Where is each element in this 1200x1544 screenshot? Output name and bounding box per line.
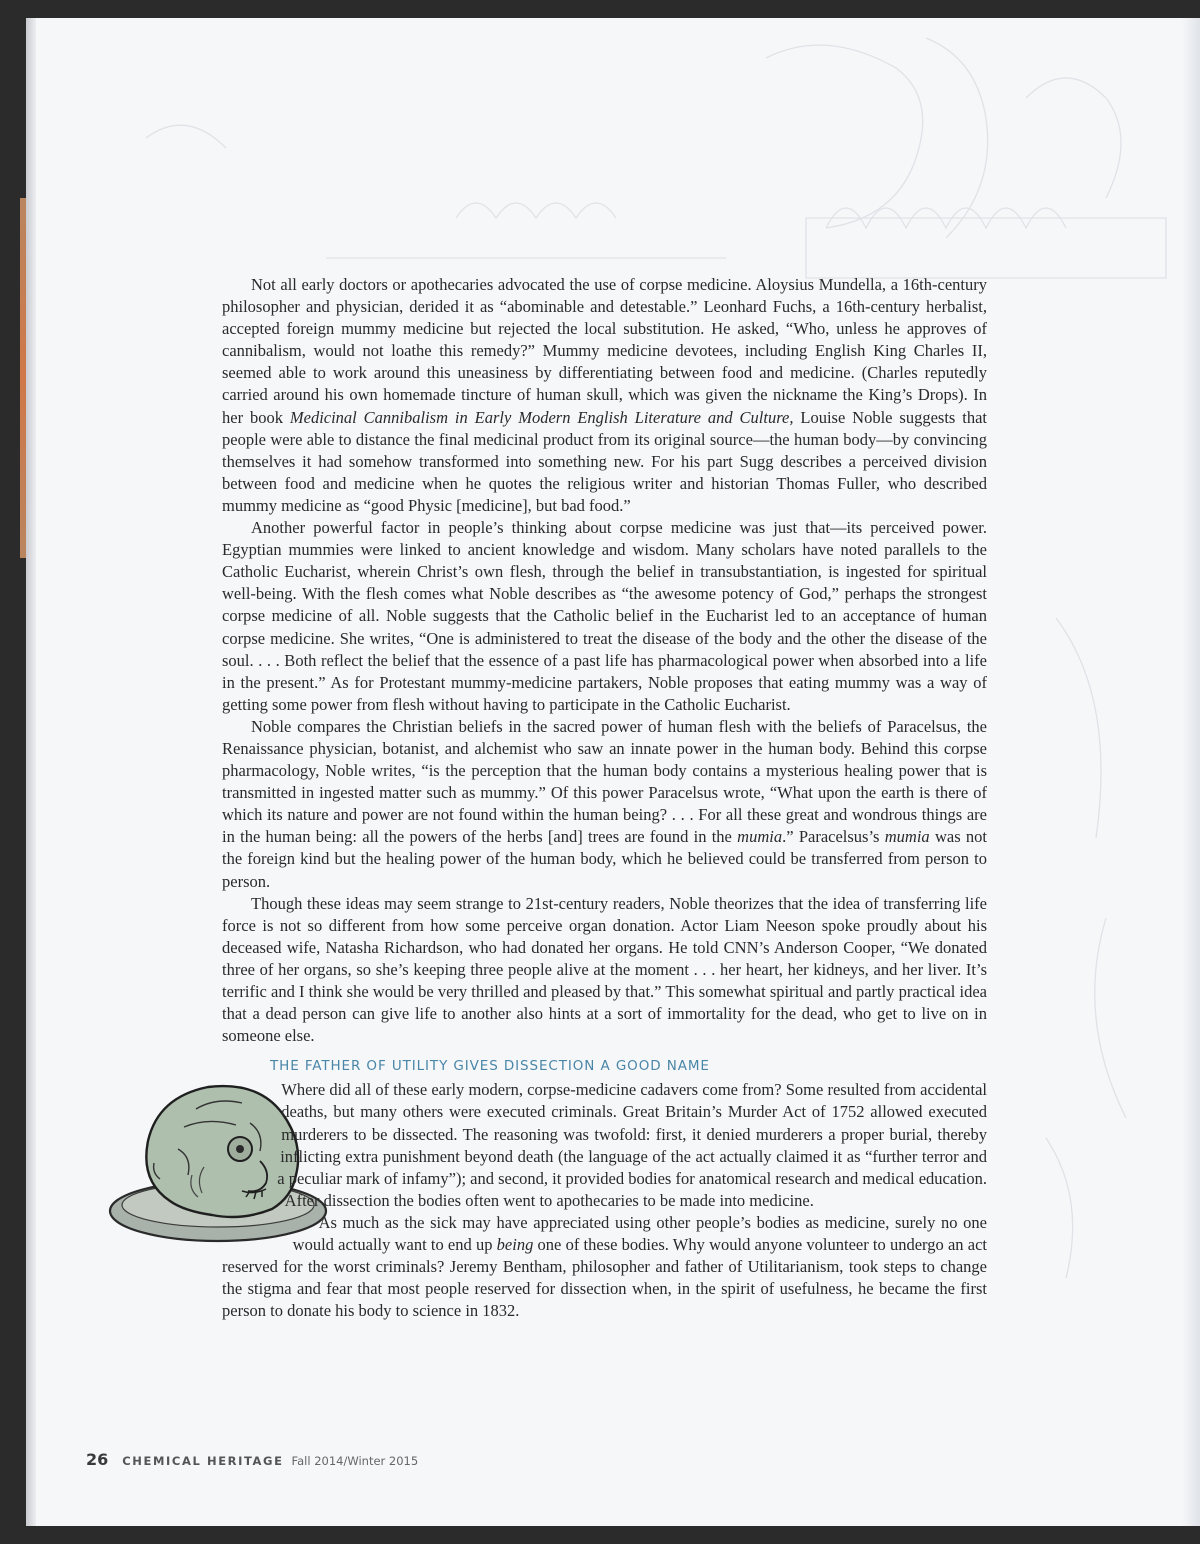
italic-text: Medicinal Cannibalism in Early Modern English Literature and Culture, (289, 407, 794, 427)
italic-text: mumia (884, 827, 930, 847)
page-footer (86, 1450, 418, 1469)
issue-date: Fall 2014/Winter 2015 (291, 1454, 419, 1468)
text-run: .” Paracelsus’s (782, 827, 885, 847)
article-paragraphs-before (222, 274, 987, 1047)
article-body (222, 274, 987, 1322)
text-run: Not all early doctors or apothecaries advocated the use of corpse medicine. Aloysius Mundella, a 16th-century philosopher and physician, derided it as “abominable and detestable.” Leonhard Fuchs, a 16th-century herbalist, accepted foreign mummy medicine but rejected the local substitution. He asked, “Who, unless he approves of cannibalism, would not loathe this remedy?” Mummy medicine devotees, including English King Charles II, seemed able to work around this uneasiness by differentiating between food and medicine. (Charles reputedly carried around his own homemade tincture of human skull, which was given the nickname the King’s Drops). In her book (222, 275, 987, 427)
magazine-name: CHEMICAL HERITAGE (122, 1454, 284, 1468)
section-block (222, 1055, 987, 1322)
magazine-page (26, 18, 1200, 1526)
text-run: one of these bodies. Why would anyone volunteer to undergo an act reserved for the worst criminals? Jeremy Bentham, philosopher and father of Utilitarianism, took steps to change the stigma and fear that most people reserved for dissection when, in the spirit of usefulness, he became the first person to donate his body to science in 1832. (222, 1235, 987, 1321)
section-heading: THE FATHER OF UTILITY GIVES DISSECTION A GOOD NAME (270, 1058, 710, 1075)
text-run: Though these ideas may seem strange to 21st-century readers, Noble theorizes that the idea of transferring life force is not so different from how some perceive organ donation. Actor Liam Neeson spoke proudly about his deceased wife, Natasha Richardson, who had donated her organs. He told CNN’s Anderson Cooper, “We donated three of her organs, so she’s keeping three people alive at the moment . . . her heart, her kidneys, and her liver. It’s terrific and I think she would be very thrilled and pleased by that.” This somewhat spiritual and partly practical idea that a dead person can give life to another also hints at a sort of immortality for the dead, who get to live on in someone else. (222, 893, 987, 1046)
text-run: Where did all of these early modern, corpse-medicine cadavers come from? Some resulted from accidental deaths, but many others were executed criminals. Great Britain’s Murder Act of 1752 allowed executed murderers to be dissected. The reasoning was twofold: first, it denied murderers a proper burial, thereby inflicting extra punishment beyond death (the language of the act actually claimed it as “further terror and a peculiar mark of infamy”); and second, it provided bodies for anatomical research and medical education. After dissection the bodies often went to apothecaries to be made into medicine. (277, 1080, 987, 1210)
text-run: As much as the sick may have appreciated using other people’s bodies as medicine, surely no one would actually want to end up (292, 1212, 987, 1255)
article-paragraph (222, 1212, 987, 1322)
article-paragraph (222, 1079, 987, 1212)
text-run: was not the foreign kind but the healing power of the human body, which he believed could be transferred from person to person. (222, 827, 987, 891)
page-spine-shadow (26, 18, 36, 1526)
article-paragraphs-after (222, 1079, 987, 1322)
article-paragraph (222, 517, 987, 716)
article-paragraph (222, 893, 987, 1048)
article-paragraph (222, 274, 987, 517)
page-edge-shadow (1182, 18, 1200, 1526)
cover-edge-accent (20, 198, 26, 558)
article-paragraph (222, 716, 987, 893)
text-run: Louise Noble suggests that people were able to distance the final medicinal product from its original source—the human body—by convincing themselves it had somehow transformed into something new. For his part Sugg describes a perceived division between food and medicine when he quotes the religious writer and historian Thomas Fuller, who described mummy medicine as “good Physic [medicine], but bad food.” (222, 407, 987, 515)
text-run: Another powerful factor in people’s thinking about corpse medicine was just that—its perceived power. Egyptian mummies were linked to ancient knowledge and wisdom. Many scholars have noted parallels to the Catholic Eucharist, wherein Christ’s own flesh, through the belief in transubstantiation, is ingested for spiritual well-being. With the flesh comes what Noble describes as “the awesome potency of God,” perhaps the strongest corpse medicine of all. Noble suggests that the Catholic belief in the Eucharist led to an acceptance of human corpse medicine. She writes, “One is administered to treat the disease of the body and the other the disease of the soul. . . . Both reflect the belief that the essence of a past life has pharmacological power when absorbed into a life in the present.” As for Protestant mummy-medicine partakers, Noble proposes that eating mummy was a way of getting some power from flesh without having to participate in the Catholic Eucharist. (222, 518, 987, 714)
page-number: 26 (86, 1450, 109, 1469)
text-run: Noble compares the Christian beliefs in the sacred power of human flesh with the beliefs of Paracelsus, the Renaissance physician, botanist, and alchemist who saw an innate power in the human body. Behind this corpse pharmacology, Noble writes, “is the perception that the human body contains a mysterious healing power that is transmitted in ingested matter such as mummy.” Of this power Paracelsus wrote, “What upon the earth is there of which its nature and power are not found within the human being? . . . For all these great and wondrous things are in the human being: all the powers of the herbs [and] trees are found in the (222, 716, 987, 847)
italic-text: being (496, 1235, 534, 1255)
italic-text: mumia (737, 827, 783, 847)
